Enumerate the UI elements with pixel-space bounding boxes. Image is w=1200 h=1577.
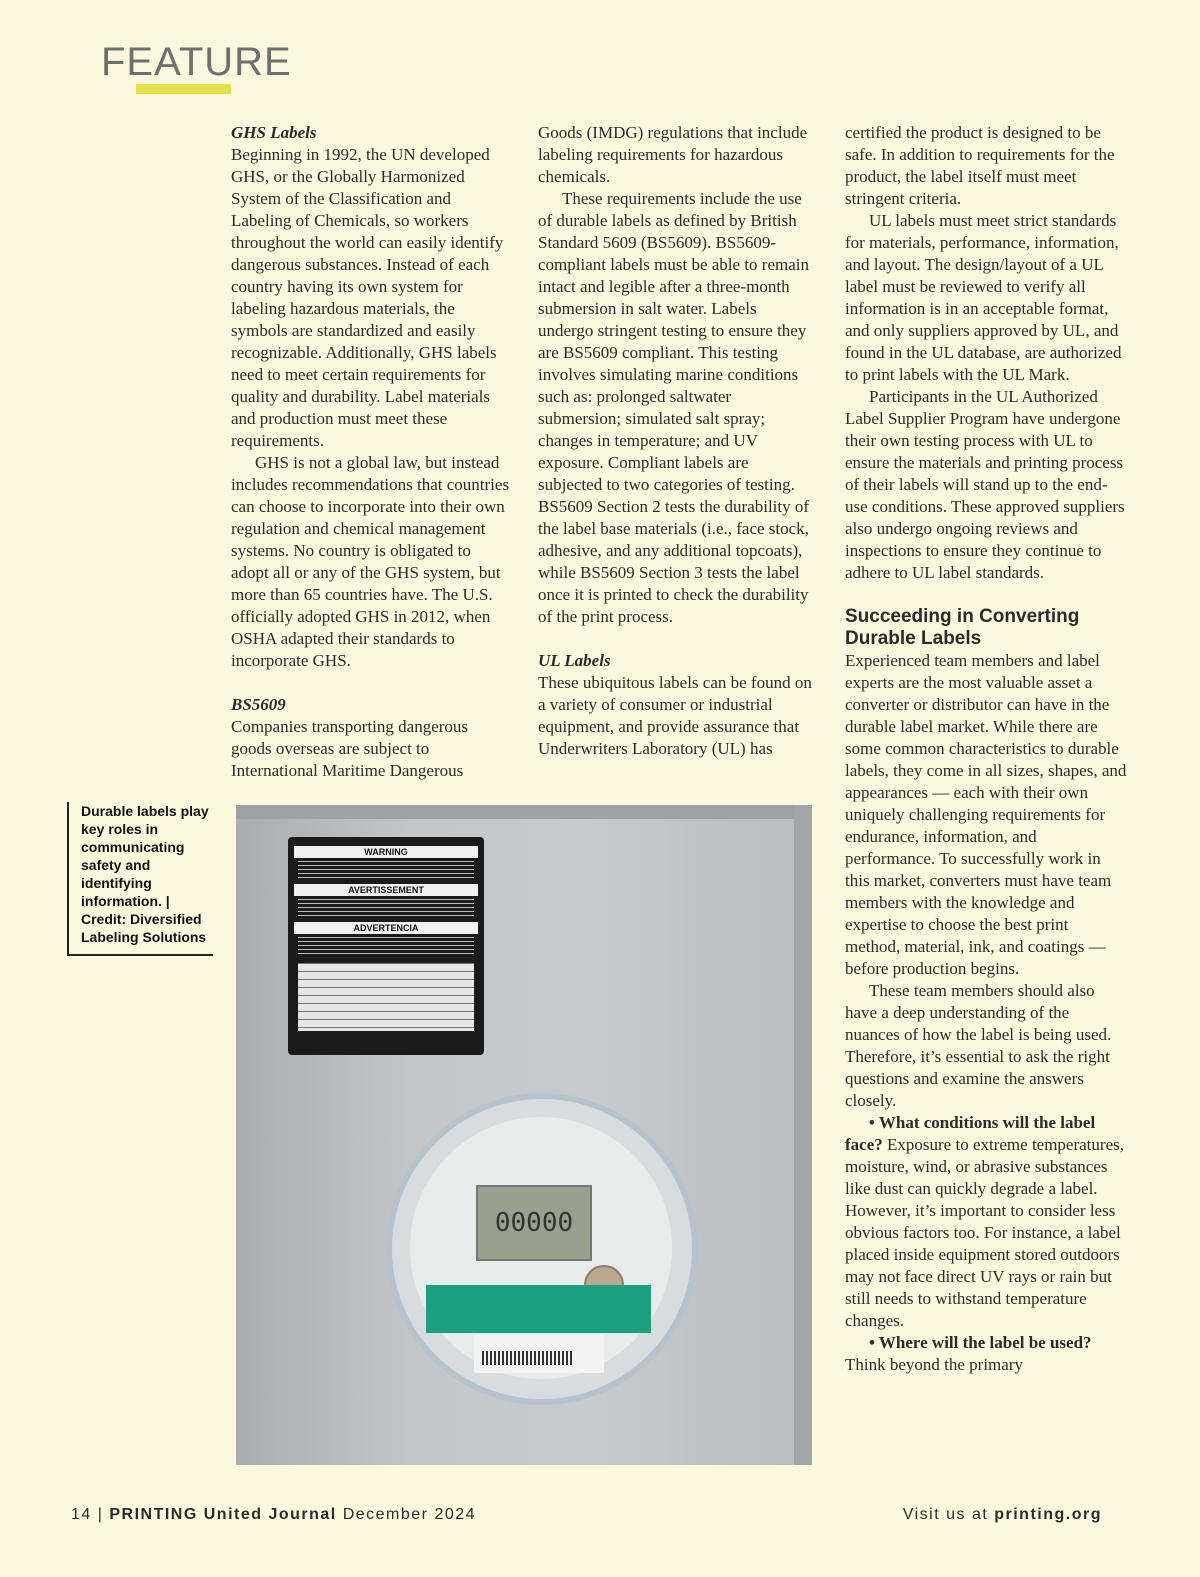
section-header: FEATURE (101, 40, 292, 84)
bullet-lead: • Where will the label be used? (869, 1333, 1092, 1352)
footer-right: Visit us at printing.org (902, 1506, 1102, 1523)
paragraph: GHS is not a global law, but instead includes recommendations that countries can choose to incorporate into their own regulation and chemical management systems. No country is obligated to adopt all or any of the GHS system, but more than 65 countries have. The U.S. officially adopted GHS in 2012, when OSHA adapted their standards to incorporate GHS. (231, 453, 510, 670)
warning-band: WARNING (294, 846, 478, 858)
bullet-text: Exposure to extreme temperatures, moisture, wind, or abrasive substances like dust can quickly degrade a label. However, it’s important to consider less obvious factors too. For instance, a label placed inside equipment stored outdoors may not face direct UV rays or rain but still needs to withstand temperature changes. (845, 1135, 1124, 1330)
photo-electric-meter (236, 805, 812, 1465)
paragraph: These ubiquitous labels can be found on a variety of consumer or industrial equipment, and provide assurance that Underwriters Laboratory (UL) has (538, 673, 812, 758)
paragraph: certified the product is designed to be safe. In addition to requirements for the product, the label itself must meet stringent criteria. (845, 123, 1115, 208)
paragraph: These team members should also have a deep understanding of the nuances of how the label is being used. Therefore, it’s essential to ask the right questions and examine the answers closely. (845, 981, 1112, 1110)
footer-left: 14 | PRINTING United Journal December 2024 (71, 1506, 477, 1523)
column-1 (231, 122, 511, 782)
header-accent-bar (136, 84, 231, 94)
meter-barcode (474, 1335, 604, 1373)
column-3 (845, 122, 1127, 1376)
section-heading: Succeeding in Converting Durable Labels (845, 606, 1080, 649)
meter-nameplate (426, 1285, 651, 1333)
advertencia-band: ADVERTENCIA (294, 922, 478, 934)
paragraph: These requirements include the use of durable labels as defined by British Standard 5609 (BS5609). BS5609-compliant labels must be able to remain intact and legible after a three-month submersion in salt water. Labels undergo stringent testing to ensure they are BS5609 compliant. This testing involves simulating marine conditions such as: prolonged saltwater submersion; simulated salt spray; changes in temperature; and UV exposure. Compliant labels are subjected to two categories of testing. BS5609 Section 2 tests the durability of the label base materials (i.e., face stock, adhesive, and any additional topcoats), while BS5609 Section 3 tests the label once it is printed to check the durability of the print process. (538, 189, 810, 626)
bullet-text: Think beyond the primary (845, 1355, 1023, 1374)
avertissement-band: AVERTISSEMENT (294, 884, 478, 896)
publication-name: PRINTING United Journal (109, 1506, 337, 1523)
subhead-ul-labels: UL Labels (538, 651, 611, 670)
paragraph: UL labels must meet strict standards for materials, performance, information, and layout. The design/layout of a UL label must be reviewed to verify all information is in an acceptable format, and only suppliers approved by UL, and found in the UL database, are authorized to print labels with the UL Mark. (845, 211, 1122, 384)
bullet-paragraph (845, 1332, 1127, 1376)
paragraph: Goods (IMDG) regulations that include labeling requirements for hazardous chemicals. (538, 123, 808, 186)
subhead-ghs-labels: GHS Labels (231, 123, 317, 142)
paragraph: Experienced team members and label experts are the most valuable asset a converter or distributor can have in the durable label market. While there are some common characteristics to durable labels, they come in all sizes, shapes, and appearances — each with their own uniquely challenging requirements for endurance, information, and performance. To successfully work in this market, converters must have team members with the knowledge and expertise to choose the best print method, material, ink, and coatings — before production begins. (845, 651, 1127, 978)
website-link[interactable]: printing.org (994, 1506, 1102, 1523)
column-2 (538, 122, 814, 760)
paragraph: Companies transporting dangerous goods overseas are subject to International Maritime Dangerous (231, 717, 469, 780)
issue-date: December 2024 (336, 1506, 477, 1523)
meter-display: 00000 (476, 1185, 592, 1261)
paragraph: Participants in the UL Authorized Label Supplier Program have undergone their own testing process with UL to ensure the materials and printing process of their labels will stand up to the end-use conditions. These approved suppliers also undergo ongoing reviews and inspections to ensure they continue to adhere to UL label standards. (845, 387, 1125, 582)
subhead-bs5609: BS5609 (231, 695, 286, 714)
page-number: 14 (71, 1506, 92, 1523)
bullet-lead: • What conditions will the label face? (845, 1113, 1096, 1154)
paragraph: Beginning in 1992, the UN developed GHS, or the Globally Harmonized System of the Classification and Labeling of Chemicals, so workers throughout the world can easily identify dangerous substances. Instead of each country having its own system for labeling hazardous materials, the symbols are standardized and easily recognizable. Additionally, GHS labels need to meet certain requirements for quality and durability. Label materials and production must meet these requirements. (231, 145, 504, 450)
photo-caption: Durable labels play key roles in communicating safety and identifying information. | Credit: Diversified Labeling Solutions (67, 802, 213, 956)
warning-label (288, 837, 484, 1055)
bullet-paragraph (845, 1112, 1127, 1332)
